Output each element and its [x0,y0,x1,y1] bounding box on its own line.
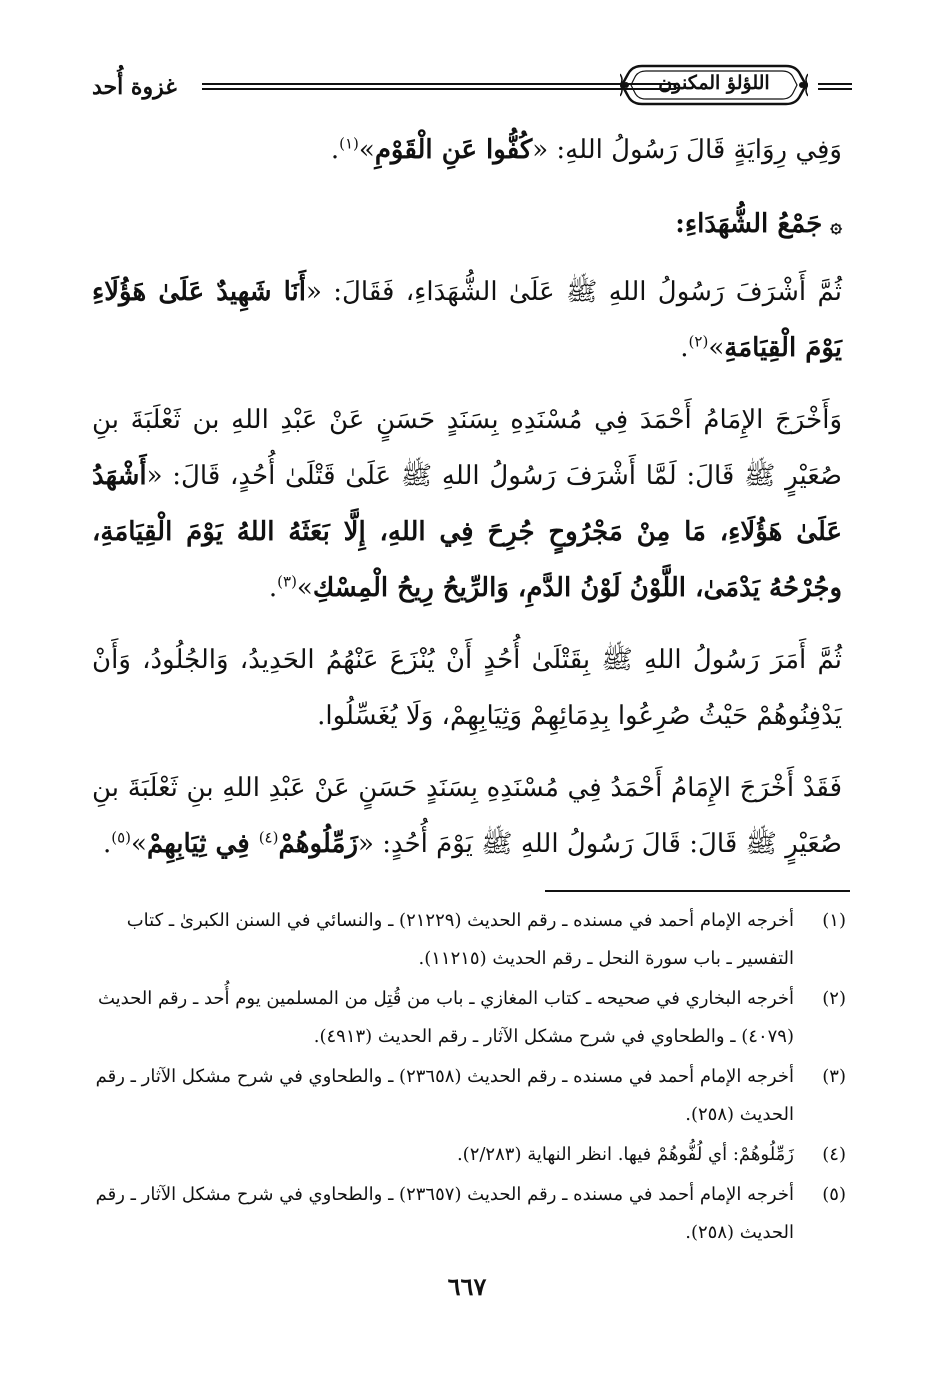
text-run: ثُمَّ أَمَرَ رَسُولُ اللهِ ﷺ بِقَتْلَىٰ أُحُدٍ أَنْ يُنْزَعَ عَنْهُمُ الحَدِيدُ، وَالجُلُودُ، وَأَنْ يَدْفِنُوهُمْ حَيْثُ صُرِعُوا بِدِمَائِهِمْ وَثِيَابِهِمْ، وَلَا يُغَسِّلُوا. [92,645,842,731]
text-run: ثُمَّ أَشْرَفَ رَسُولُ اللهِ ﷺ عَلَىٰ الشُّهَدَاءِ، فَقَالَ: « [306,277,842,307]
text-run: فَقَدْ أَخْرَجَ الإِمَامُ أَحْمَدُ فِي مُسْنَدِهِ بِسَنَدٍ حَسَنٍ عَنْ عَبْدِ اللهِ بنِ ثَعْلَبَةَ بنِ صُعَيْرٍ ﷺ قَالَ: قَالَ رَسُولُ اللهِ ﷺ يَوْمَ أُحُدٍ: « [92,773,842,859]
text-run: . [268,573,278,603]
footnote-text: زَمِّلُوهُمْ: أي لُفُّوهُمْ فيها. انظر النهاية (٢/٢٨٣). [456,1144,794,1165]
quote-mark: » [131,829,147,859]
footnote-ref: (٢) [688,332,709,351]
text-run: وَفِي رِوَايَةٍ قَالَ رَسُولُ اللهِ: « [532,135,842,165]
footnote-4 [86,1136,846,1174]
heading-text: جَمْعُ الشُّهَدَاءِ: [675,209,823,239]
quote-mark: » [296,573,313,603]
hadith-quote: زَمِّلُوهُمْ [278,829,359,859]
running-header [92,60,852,120]
header-rule-left [202,83,676,85]
footnote-ref: (٣) [277,572,297,591]
paragraph-1 [92,122,842,178]
footnote-separator [545,890,850,892]
footnote-2 [86,980,846,1056]
hadith-quote: كُفُّوا عَنِ الْقَوْمِ [374,135,533,165]
footnote-text: أخرجه الإمام أحمد في مسنده ـ رقم الحديث (٢١٢٢٩) ـ والنسائي في السنن الكبرىٰ ـ كتاب التفسير ـ باب سورة النحل ـ رقم الحديث (١١٢١٥). [126,910,794,969]
footnote-text: أخرجه الإمام أحمد في مسنده ـ رقم الحديث (٢٣٦٥٨) ـ والطحاوي في شرح مشكل الآثار ـ رقم الحديث (٢٥٨). [95,1066,794,1125]
footnote-text: أخرجه الإمام أحمد في مسنده ـ رقم الحديث (٢٣٦٥٧) ـ والطحاوي في شرح مشكل الآثار ـ رقم الحديث (٢٥٨). [95,1184,794,1243]
text-run: . [330,135,340,165]
hadith-quote: أَنَا شَهِيدٌ عَلَىٰ هَؤُلَاءِ يَوْمَ الْقِيَامَةِ [92,277,842,363]
star-ornament-icon: ۞ [830,213,842,237]
header-rule-right [818,83,852,85]
footnote-number: (٥) [822,1184,846,1205]
paragraph-3 [92,392,842,616]
footnote-ref: (١) [339,134,359,153]
book-title: اللؤلؤ المكنون [658,72,770,94]
section-heading [92,196,842,253]
footnote-3 [86,1058,846,1134]
text-run: وَأَخْرَجَ الإِمَامُ أَحْمَدَ فِي مُسْنَدِهِ بِسَنَدٍ حَسَنٍ عَنْ عَبْدِ اللهِ بن ثَعْلَبَةَ بنِ صُعَيْرٍ ﷺ قَالَ: لَمَّا أَشْرَفَ رَسُولُ اللهِ ﷺ عَلَىٰ قَتْلَىٰ أُحُدٍ، قَالَ: « [92,405,842,491]
page-number: ٦٦٧ [447,1272,487,1301]
paragraph-2 [92,264,842,376]
chapter-title: غزوة أُحد [92,74,177,100]
paragraph-5 [92,760,842,872]
footnote-number: (١) [822,910,846,931]
footnote-number: (٢) [822,988,846,1009]
text-run: . [102,829,112,859]
footnote-text: أخرجه البخاري في صحيحه ـ كتاب المغازي ـ باب من قُتِل من المسلمين يوم أُحد ـ رقم الحديث (٤٠٧٩) ـ والطحاوي في شرح مشكل الآثار ـ رقم الحديث (٤٩١٣). [98,988,794,1047]
book-title-cartouche [620,60,808,110]
text-run: . [680,333,689,363]
paragraph-4 [92,632,842,744]
hadith-quote: فِي ثِيَابِهِمْ [146,829,259,859]
footnote-ref: (٤) [258,828,279,847]
footnote-5 [86,1176,846,1252]
footnote-ref: (٥) [111,828,132,847]
footnote-number: (٤) [822,1144,846,1165]
quote-mark: » [358,135,375,165]
hadith-quote: أَشْهَدُ عَلَىٰ هَؤُلَاءِ، مَا مِنْ مَجْرُوحٍ جُرِحَ فِي اللهِ، إِلَّا بَعَثَهُ اللهُ يَوْمَ الْقِيَامَةِ، وجُرْحُهُ يَدْمَىٰ، اللَّوْنُ لَوْنُ الدَّمِ، وَالرِّيحُ رِيحُ الْمِسْكِ [92,461,842,603]
footnote-number: (٣) [822,1066,846,1087]
quote-mark: » [708,333,725,363]
footnote-1 [86,902,846,978]
